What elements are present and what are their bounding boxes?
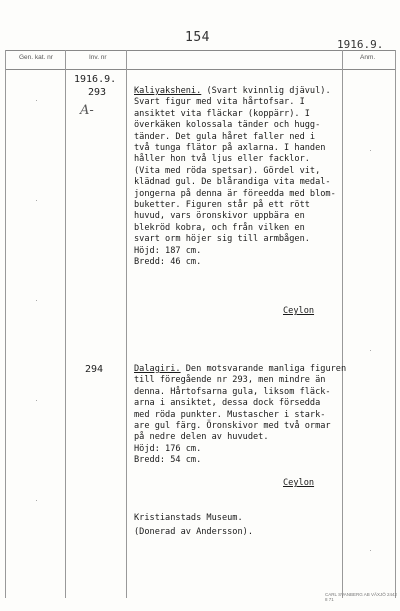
entry-line: buketter. Figuren står på ett rött (134, 200, 310, 211)
entry-title: Kaliyaksheni. (134, 86, 202, 96)
tick-dot (370, 150, 371, 151)
entry-inv-nr: 294 (85, 364, 104, 375)
rule-left (5, 50, 6, 598)
column-inv-nr: Inv. nr (89, 54, 107, 61)
entry-line: svart orm höjer sig till armbågen. (134, 234, 310, 245)
tick-dot (36, 100, 37, 101)
entry-line: arna i ansiktet, dessa dock försedda (134, 398, 321, 409)
tick-dot (36, 500, 37, 501)
entry-line: klädnad gul. De blårandiga vita medal- (134, 177, 331, 188)
entry-line: huvud, vars öronskivor uppbära en (134, 211, 305, 222)
entry-line: på nedre delen av huvudet. (134, 432, 269, 443)
entry-first-line-rest: Den motsvarande manliga figuren (180, 364, 347, 374)
entry-line: tänder. Det gula håret faller ned i (134, 131, 316, 142)
entry-line: med röda punkter. Mustascher i stark- (134, 409, 326, 420)
printer-note: CARL SVANBERG AB VÄXJÖ 2442 8 71 (325, 592, 398, 602)
entry-line: Bredd: 46 cm. (134, 257, 202, 268)
rule-right (395, 50, 396, 598)
rule-col3 (342, 50, 343, 598)
entry-line: Bredd: 54 cm. (134, 455, 202, 466)
entry-line: till föregående nr 293, men mindre än (134, 375, 326, 386)
entry-text-2 (134, 364, 346, 375)
tick-dot (36, 200, 37, 201)
museum-name: Kristianstads Museum. (134, 513, 243, 523)
donor-note: (Donerad av Andersson). (134, 527, 253, 537)
entry-line: blekröd kobra, och från vilken en (134, 222, 305, 233)
entry-line: överkäken kolossala tänder och hugg- (134, 120, 321, 131)
entry-inv-nr: 293 (88, 87, 107, 98)
entry-line: Höjd: 187 cm. (134, 245, 202, 256)
entry-text-1 (134, 86, 331, 97)
tick-dot (36, 400, 37, 401)
entry-line: två tunga flätor på axlarna. I handen (134, 143, 326, 154)
tick-dot (36, 300, 37, 301)
entry-title: Dalagiri. (134, 364, 181, 374)
header-date: 1916.9. (337, 38, 384, 51)
entry-first-line-rest: (Svart kvinnlig djävul). (201, 86, 331, 96)
rule-col1 (65, 50, 66, 598)
tick-dot (370, 350, 371, 351)
entry-line: jongerna på denna är föreedda med blom- (134, 188, 336, 199)
entry-line: Höjd: 176 cm. (134, 443, 202, 454)
entry-line: håller hon två ljus eller facklor. (134, 154, 310, 165)
entry-body-1 (134, 97, 336, 268)
entry-place: Ceylon (283, 478, 315, 488)
entry-line: Svart figur med vita hårtofsar. I (134, 97, 305, 108)
entry-date: 1916.9. (74, 74, 117, 85)
entry-line: denna. Hårtofsarna gula, liksom fläck- (134, 386, 331, 397)
tick-dot (370, 550, 371, 551)
entry-line: ansiktet vita fläckar (koppärr). I (134, 108, 310, 119)
handwritten-mark: A- (80, 103, 94, 118)
column-gen-kat-nr: Gen. kat. nr (19, 54, 53, 61)
entry-line: are gul färg. Öronskivor med två ormar (134, 421, 331, 432)
entry-line: (Vita med röda spetsar). Gördel vit, (134, 165, 321, 176)
page-number: 154 (185, 30, 210, 45)
rule-col2 (126, 50, 127, 598)
column-header-row (5, 50, 396, 70)
entry-place: Ceylon (283, 306, 315, 316)
entry-body-2 (134, 375, 331, 466)
column-anm: Anm. (360, 54, 376, 61)
